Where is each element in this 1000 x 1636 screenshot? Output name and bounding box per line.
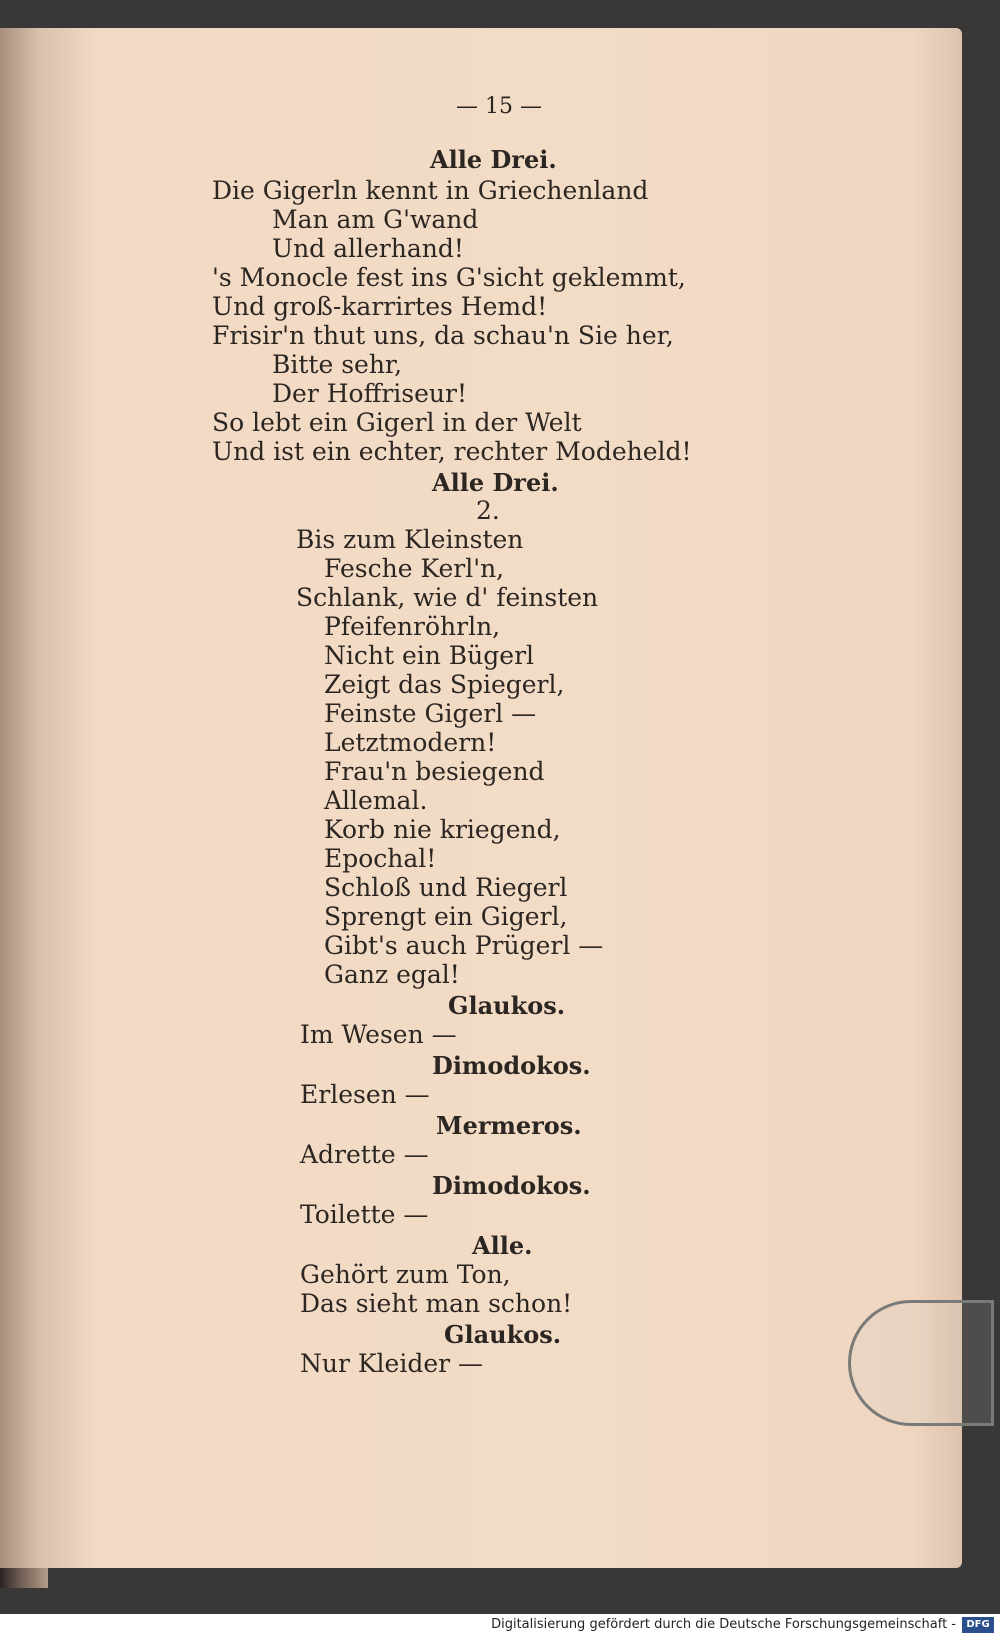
verse-line: Nicht ein Bügerl (324, 641, 535, 670)
verse-line: Nur Kleider — (300, 1349, 484, 1378)
verse-line: Letztmodern! (324, 728, 497, 757)
verse-line: Fesche Kerl'n, (324, 554, 505, 583)
verse-line: Pfeifenröhrln, (324, 612, 501, 641)
verse-line: Sprengt ein Gigerl, (324, 902, 568, 931)
verse-line: Epochal! (324, 844, 437, 873)
page-number: — 15 — (456, 94, 542, 119)
speaker-name: Glaukos. (444, 1320, 562, 1349)
footer-text: Digitalisierung gefördert durch die Deutsche Forschungsgemeinschaft - (491, 1617, 956, 1632)
verse-line: Das sieht man schon! (300, 1289, 573, 1318)
verse-line: Gibt's auch Prügerl — (324, 931, 604, 960)
verse-line: 2. (476, 496, 500, 525)
verse-line: Und ist ein echter, rechter Modeheld! (212, 437, 692, 466)
verse-line: Im Wesen — (300, 1020, 457, 1049)
verse-line: 's Monocle fest ins G'sicht geklemmt, (212, 263, 686, 292)
verse-line: Allemal. (324, 786, 428, 815)
page-clip (848, 1300, 994, 1426)
verse-line: Ganz egal! (324, 960, 460, 989)
speaker-name: Alle Drei. (430, 145, 557, 174)
speaker-name: Dimodokos. (432, 1051, 591, 1080)
verse-line: So lebt ein Gigerl in der Welt (212, 408, 582, 437)
verse-line: Frau'n besiegend (324, 757, 545, 786)
speaker-name: Alle. (472, 1231, 533, 1260)
speaker-name: Mermeros. (436, 1111, 582, 1140)
verse-line: Die Gigerln kennt in Griechenland (212, 176, 649, 205)
verse-line: Adrette — (300, 1140, 429, 1169)
verse-line: Gehört zum Ton, (300, 1260, 511, 1289)
verse-line: Schloß und Riegerl (324, 873, 568, 902)
verse-line: Bis zum Kleinsten (296, 525, 524, 554)
speaker-name: Dimodokos. (432, 1171, 591, 1200)
footer-bar (0, 1614, 1000, 1636)
verse-line: Bitte sehr, (272, 350, 403, 379)
verse-line: Korb nie kriegend, (324, 815, 561, 844)
verse-line: Zeigt das Spiegerl, (324, 670, 565, 699)
verse-line: Toilette — (300, 1200, 429, 1229)
verse-line: Man am G'wand (272, 205, 479, 234)
verse-line: Und allerhand! (272, 234, 464, 263)
verse-line: Und groß-karrirtes Hemd! (212, 292, 548, 321)
verse-line: Frisir'n thut uns, da schau'n Sie her, (212, 321, 674, 350)
verse-line: Feinste Gigerl — (324, 699, 537, 728)
dfg-logo-icon: DFG (962, 1617, 994, 1633)
verse-line: Schlank, wie d' feinsten (296, 583, 599, 612)
verse-line: Der Hoffriseur! (272, 379, 468, 408)
verse-line: Erlesen — (300, 1080, 430, 1109)
speaker-name: Glaukos. (448, 991, 566, 1020)
speaker-name: Alle Drei. (432, 468, 559, 497)
